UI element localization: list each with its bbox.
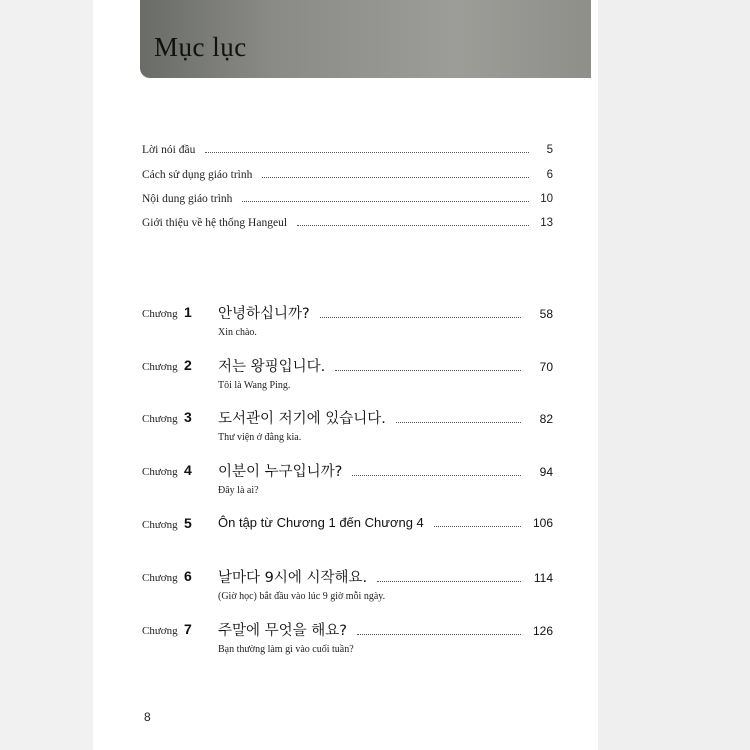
toc-front-page: 10 [540,193,553,205]
leader-dots [262,168,529,178]
toc-chapter-2[interactable] [142,357,553,397]
toc-front-label: Lời nói đầu [142,144,196,156]
toc-front-item-preface[interactable] [142,143,553,161]
chapter-number: 7 [184,621,192,637]
leader-dots [320,307,521,318]
toc-front-item-hangeul[interactable] [142,216,553,234]
chapter-title: Ôn tập từ Chương 1 đến Chương 4 [218,515,424,530]
page-number: 8 [144,710,151,724]
chapter-number: 2 [184,357,192,373]
page-title: Mục lục [154,32,247,62]
leader-dots [396,412,521,423]
chapter-label: Chương [142,466,178,478]
toc-chapter-1[interactable] [142,304,553,344]
chapter-label: Chương [142,519,178,531]
leader-dots [205,143,529,153]
toc-chapter-6[interactable] [142,568,553,608]
toc-chapter-7[interactable] [142,621,553,661]
chapter-title: 저는 왕핑입니다. [218,359,326,375]
chapter-number: 4 [184,462,192,478]
leader-dots [242,192,529,202]
chapter-title: 주말에 무엇을 해요? [218,623,347,639]
chapter-subtitle: Tôi là Wang Ping. [218,380,291,391]
chapter-label: Chương [142,625,178,637]
leader-dots [377,571,521,582]
chapter-page: 70 [539,360,553,374]
leader-dots [434,516,521,527]
chapter-label: Chương [142,361,178,373]
leader-dots [335,360,521,371]
chapter-title: 이분이 누구입니까? [218,464,343,480]
toc-chapter-5[interactable] [142,515,553,555]
chapter-number: 1 [184,304,192,320]
chapter-number: 3 [184,409,192,425]
chapter-subtitle: Bạn thường làm gì vào cuối tuần? [218,644,354,655]
toc-front-page: 13 [540,217,553,229]
toc-chapter-4[interactable] [142,462,553,502]
toc-front-page: 5 [546,144,553,156]
chapter-title: 안녕하십니까? [218,306,310,322]
chapter-page: 106 [532,516,553,530]
chapter-subtitle: Thư viện ở đằng kia. [218,432,302,443]
toc-front-label: Nội dung giáo trình [142,193,233,205]
page-margin [598,0,750,750]
chapter-page: 58 [539,307,553,321]
chapter-subtitle: Đây là ai? [218,485,259,496]
chapter-label: Chương [142,413,178,425]
toc-front-page: 6 [546,169,553,181]
leader-dots [297,216,529,226]
chapter-page: 126 [532,624,553,638]
leader-dots [357,624,521,635]
leader-dots [352,465,521,476]
toc-front-item-usage[interactable] [142,168,553,186]
chapter-label: Chương [142,572,178,584]
chapter-subtitle: Xin chào. [218,327,257,338]
chapter-page: 114 [533,571,553,585]
chapter-page: 82 [539,412,553,426]
chapter-subtitle: (Giờ học) bắt đầu vào lúc 9 giờ mỗi ngày. [218,591,386,602]
chapter-title: 도서관이 저기에 있습니다. [218,411,386,427]
chapter-number: 6 [184,568,192,584]
chapter-title: 날마다 9시에 시작해요. [218,570,368,586]
toc-front-label: Giới thiệu về hệ thống Hangeul [142,217,288,229]
toc-front-item-contents[interactable] [142,192,553,210]
toc-chapter-3[interactable] [142,409,553,449]
chapter-page: 94 [539,465,553,479]
chapter-number: 5 [184,515,192,531]
toc-front-label: Cách sử dụng giáo trình [142,169,253,181]
chapter-label: Chương [142,308,178,320]
